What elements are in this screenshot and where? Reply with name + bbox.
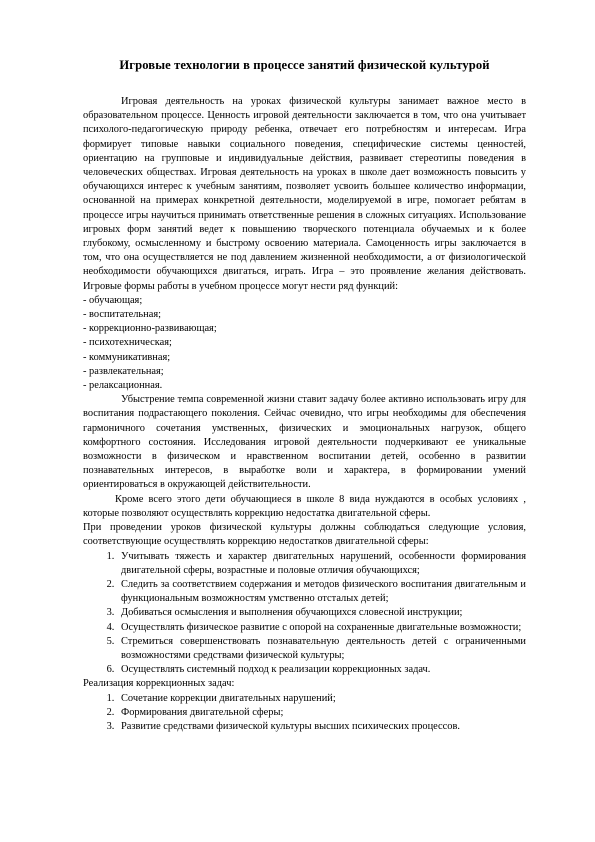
list-item: - коммуникативная; — [83, 351, 171, 363]
paragraph-conditions-intro: При проведении уроков физической культуры должны соблюдаться следующие условия, соответствующие осуществлять коррекцию недостатков двигательной сферы: — [83, 522, 526, 548]
list-item: 3. Добиваться осмысления и выполнения обучающихся словесной инструкции; — [117, 606, 526, 620]
paragraph-tempo: Убыстрение темпа современной жизни ставит задачу более активно использовать игру для воспитания подрастающего поколения. Сейчас очевидно, что игры необходимы для обеспечения гармоничного сочетания умственных, физических и эмоциональных нагрузок, общего комфортного состояния. Исследования игровой деятельности подчеркивают ее уникальные возможности в физическом и нравственном воспитании детей, особенно в развитии познавательных интересов, в выработке воли и характера, в формировании умений ориентироваться в окружающей действительности. — [83, 394, 526, 491]
list-item: - развлекательная; — [83, 365, 164, 377]
list-item: - релаксационная. — [83, 380, 163, 392]
paragraph-special-conditions: Кроме всего этого дети обучающиеся в школе 8 вида нуждаются в особых условиях , которые позволяют осуществлять коррекцию недостатка двигательной сферы. — [83, 493, 526, 519]
list-item: 1. Сочетание коррекции двигательных нарушений; — [117, 692, 526, 706]
list-item: - психотехническая; — [83, 337, 172, 349]
tasks-heading: Реализация коррекционных задач: — [83, 678, 235, 690]
conditions-list — [83, 550, 526, 678]
list-item: 6. Осуществлять системный подход к реализации коррекционных задач. — [117, 663, 526, 677]
list-item: - коррекционно-развивающая; — [83, 323, 217, 335]
list-item: 3. Развитие средствами физической культуры высших психических процессов. — [117, 720, 526, 734]
list-item: - обучающая; — [83, 294, 143, 306]
paragraph-intro: Игровая деятельность на уроках физической культуры занимает важное место в образовательном процессе. Ценность игровой деятельности заключается в том, что она учитывает психолого-педагогическую природу ребенка, отвечает его потребностям и интересам. Игра формирует типовые навыки социального поведения, специфические системы ценностей, ориентацию на групповые и индивидуальные действия, развивает стереотипы поведения в человеческих обществах. Игровая деятельность на уроках в школе дает возможность повысить у обучающихся интерес к учебным занятиям, позволяет усвоить большее количество информации, основанной на примерах конкретной деятельности, моделируемой в игре, помогает ребятам в процессе игры научиться принимать ответственные решения в сложных ситуациях. Использование игровых форм занятий ведет к повышению творческого потенциала обучаемых и к более глубокому, осмысленному и быстрому освоению материала. Самоценность игры заключается в том, что она осуществляется не под давлением жизненной необходимости, а от физиологической необходимости обучающихся двигаться, играть. Игра – это проявление желания действовать. Игровые формы работы в учебном процессе могут нести ряд функций: — [83, 96, 526, 292]
document-page — [83, 58, 526, 734]
page-title: Игровые технологии в процессе занятий физической культурой — [119, 58, 490, 72]
list-item: 1. Учитывать тяжесть и характер двигательных нарушений, особенности формирования двигательной сферы, возрастные и половые отличия обучающихся; — [117, 550, 526, 578]
tasks-list — [83, 692, 526, 735]
list-item: 4. Осуществлять физическое развитие с опорой на сохраненные двигательные возможности; — [117, 621, 526, 635]
functions-list — [83, 294, 526, 393]
list-item: 5. Стремиться совершенствовать познавательную деятельность детей с ограниченными возможностями средствами физической культуры; — [117, 635, 526, 663]
list-item: 2. Формирования двигательной сферы; — [117, 706, 526, 720]
list-item: 2. Следить за соответствием содержания и методов физического воспитания двигательным и функциональным возможностям умственно отсталых детей; — [117, 578, 526, 606]
list-item: - воспитательная; — [83, 309, 162, 321]
